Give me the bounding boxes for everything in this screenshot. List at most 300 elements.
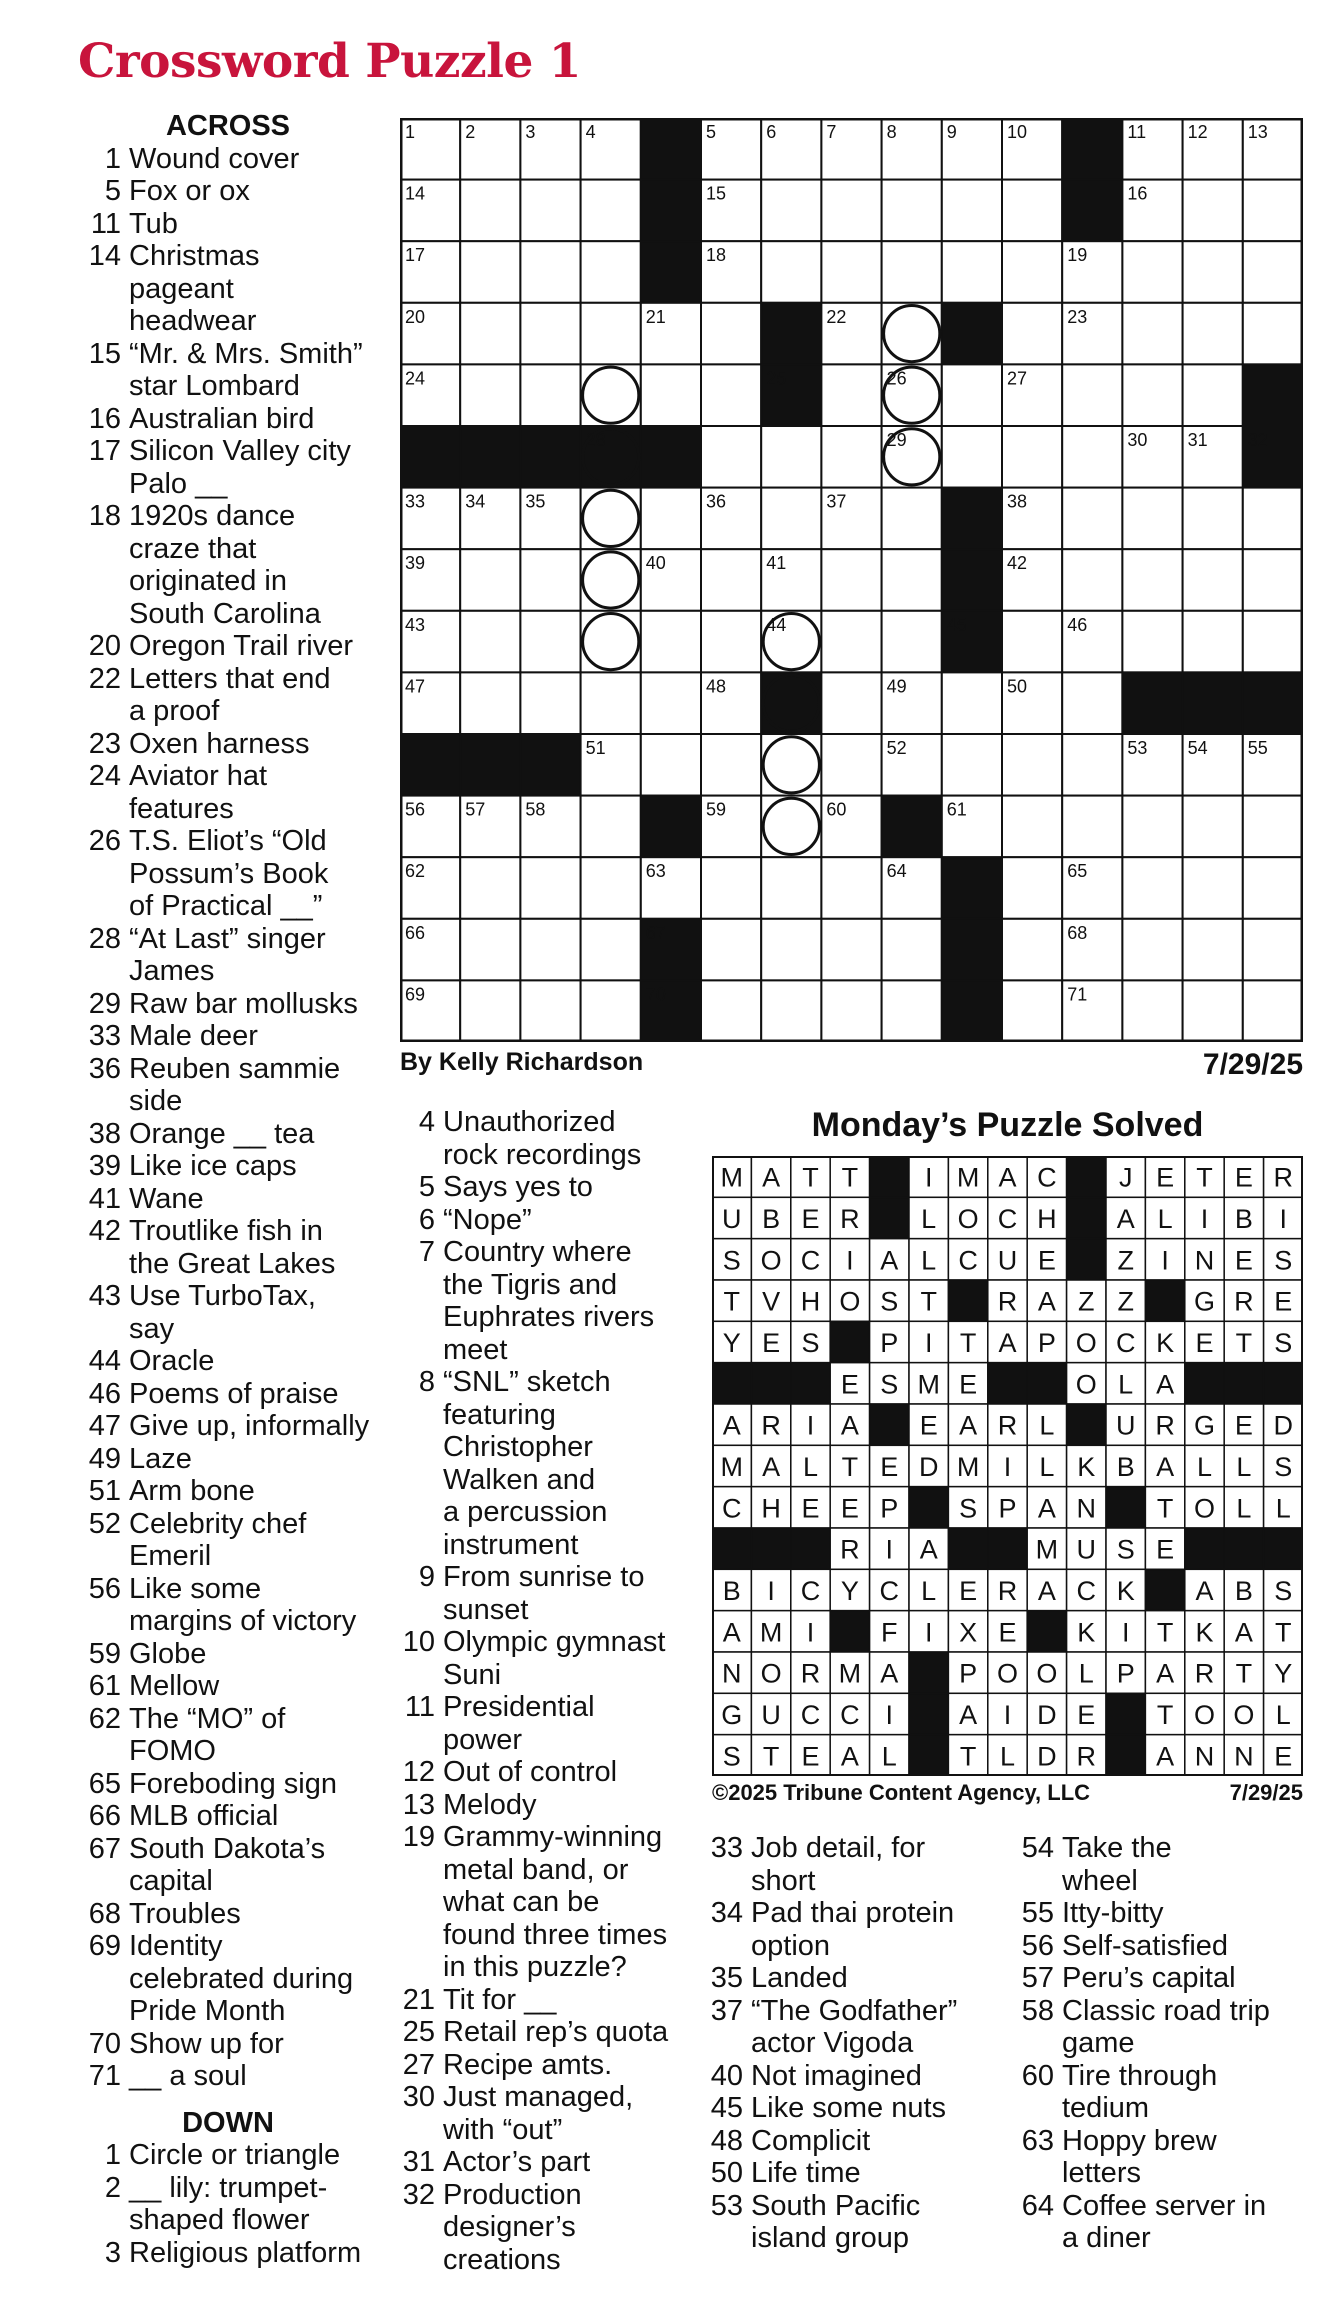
grid-cell[interactable] xyxy=(520,364,580,426)
clue-number: 63 xyxy=(1021,2124,1054,2157)
clue-number: 61 xyxy=(88,1670,121,1702)
clue-text xyxy=(443,1821,667,1984)
solution-letter: B xyxy=(722,1576,741,1606)
grid-cell[interactable] xyxy=(1243,796,1303,858)
clue-number: 28 xyxy=(88,922,121,955)
grid-cell[interactable] xyxy=(1122,241,1182,303)
grid-cell[interactable] xyxy=(761,488,821,550)
cell-number: 8 xyxy=(886,122,897,142)
grid-cell[interactable] xyxy=(460,549,520,611)
grid-cell[interactable] xyxy=(1122,919,1182,981)
cell-number: 44 xyxy=(766,614,787,635)
clue-line: Pad thai protein xyxy=(751,1897,955,1929)
grid-cell[interactable] xyxy=(701,857,761,919)
grid-cell[interactable] xyxy=(942,426,1002,488)
solution-letter: I xyxy=(767,1576,775,1606)
grid-cell[interactable] xyxy=(581,796,641,858)
clue-line: features xyxy=(129,792,234,825)
grid-cell[interactable] xyxy=(761,919,821,981)
clue-line: __ lily: trumpet- xyxy=(129,2171,328,2204)
grid-cell[interactable] xyxy=(821,180,881,242)
grid-cell[interactable] xyxy=(821,364,881,426)
grid-cell[interactable] xyxy=(641,364,701,426)
crossword-grid[interactable] xyxy=(400,118,1303,1042)
clue-line: Celebrity chef xyxy=(129,1507,307,1540)
clue-line: Mellow xyxy=(129,1670,220,1702)
grid-cell[interactable] xyxy=(1122,980,1182,1042)
grid-cell[interactable] xyxy=(821,426,881,488)
solution-letter: D xyxy=(918,1452,939,1482)
grid-cell[interactable] xyxy=(1183,241,1243,303)
black-square xyxy=(400,426,460,488)
clue-item xyxy=(78,208,398,241)
solution-letter: V xyxy=(762,1286,781,1317)
grid-cell[interactable] xyxy=(1243,611,1303,673)
grid-cell[interactable] xyxy=(460,241,520,303)
clue-line: short xyxy=(751,1864,816,1897)
down-clues-col4 xyxy=(1011,1832,1316,2255)
clue-line: Christmas xyxy=(129,240,260,272)
grid-cell[interactable] xyxy=(581,980,641,1042)
clue-item xyxy=(1011,2190,1316,2255)
clue-item xyxy=(78,435,398,500)
clue-item xyxy=(78,630,398,663)
grid-cell[interactable] xyxy=(581,611,641,673)
grid-cell[interactable] xyxy=(1002,426,1062,488)
clue-line: Unauthorized xyxy=(443,1106,616,1138)
solution-letter: E xyxy=(840,1493,859,1524)
grid-cell[interactable] xyxy=(882,241,942,303)
grid-cell[interactable] xyxy=(821,734,881,796)
clue-text xyxy=(129,1150,297,1183)
clue-text xyxy=(1062,1832,1172,1897)
grid-cell[interactable] xyxy=(942,180,1002,242)
grid-cell[interactable] xyxy=(821,549,881,611)
cell-number: 12 xyxy=(1187,122,1208,142)
solution-letter: S xyxy=(880,1286,899,1317)
grid-cell[interactable] xyxy=(1062,488,1122,550)
grid-cell[interactable] xyxy=(1002,980,1062,1042)
solution-letter: I xyxy=(1003,1452,1012,1482)
grid-cell[interactable] xyxy=(1183,796,1243,858)
grid-cell[interactable] xyxy=(1122,549,1182,611)
grid-cell[interactable] xyxy=(641,488,701,550)
clue-line: “Nope” xyxy=(443,1203,532,1236)
clue-number: 62 xyxy=(88,1702,121,1735)
solution-letter: A xyxy=(762,1452,781,1482)
grid-cell[interactable] xyxy=(761,180,821,242)
solution-letter: R xyxy=(1273,1162,1294,1193)
grid-cell[interactable] xyxy=(641,734,701,796)
grid-cell[interactable] xyxy=(1002,180,1062,242)
grid-cell[interactable] xyxy=(581,919,641,981)
solution-letter: L xyxy=(1039,1410,1055,1441)
solution-letter: I xyxy=(885,1700,894,1730)
grid-cell[interactable] xyxy=(1122,611,1182,673)
solution-letter: S xyxy=(1274,1576,1293,1606)
clue-number: 24 xyxy=(88,760,121,792)
solution-letter: R xyxy=(761,1410,781,1441)
solution-letter: E xyxy=(801,1204,820,1234)
clue-line: Walken and xyxy=(443,1463,596,1496)
clue-number: 51 xyxy=(88,1475,121,1507)
grid-cell[interactable] xyxy=(460,857,520,919)
clue-number: 34 xyxy=(710,1897,743,1929)
black-square xyxy=(1243,364,1303,426)
clue-item xyxy=(78,338,398,403)
grid-cell[interactable] xyxy=(1243,303,1303,365)
grid-cell[interactable] xyxy=(1002,857,1062,919)
clue-line: a diner xyxy=(1062,2222,1151,2254)
grid-cell[interactable] xyxy=(821,672,881,734)
grid-cell[interactable] xyxy=(761,241,821,303)
grid-cell[interactable] xyxy=(821,857,881,919)
grid-cell[interactable] xyxy=(761,734,821,796)
clue-line: Tit for __ xyxy=(443,1983,557,2016)
clue-text xyxy=(129,1378,339,1411)
solution-letter: C xyxy=(1037,1162,1057,1193)
grid-cell[interactable] xyxy=(701,980,761,1042)
solution-letter: F xyxy=(881,1617,898,1648)
grid-cell[interactable] xyxy=(1002,241,1062,303)
clue-text xyxy=(129,1930,353,2028)
clue-item xyxy=(78,1183,398,1216)
clue-number: 39 xyxy=(88,1150,121,1182)
clue-line: Silicon Valley city xyxy=(129,435,351,467)
clue-line: Identity xyxy=(129,1930,223,1962)
grid-cell[interactable] xyxy=(1002,919,1062,981)
clue-text xyxy=(129,1118,314,1151)
grid-cell[interactable] xyxy=(942,672,1002,734)
cell-number: 66 xyxy=(405,922,426,943)
clue-number: 19 xyxy=(402,1821,435,1853)
clue-text xyxy=(129,1475,255,1508)
clue-line: the Tigris and xyxy=(443,1268,618,1301)
grid-cell[interactable] xyxy=(520,672,580,734)
byline: By Kelly Richardson xyxy=(400,1048,644,1076)
grid-cell[interactable] xyxy=(882,611,942,673)
clue-text xyxy=(443,1204,532,1237)
clue-line: FOMO xyxy=(129,1735,216,1767)
grid-cell[interactable] xyxy=(1002,796,1062,858)
clue-item xyxy=(78,1800,398,1833)
grid-cell[interactable] xyxy=(581,549,641,611)
solution-black-square xyxy=(870,1197,909,1238)
solution-letter: I xyxy=(924,1328,933,1358)
solution-letter: B xyxy=(1116,1452,1135,1482)
solution-letter: S xyxy=(801,1328,820,1358)
black-square xyxy=(761,303,821,365)
cell-number: 10 xyxy=(1007,122,1028,142)
grid-cell[interactable] xyxy=(460,919,520,981)
grid-cell[interactable] xyxy=(581,857,641,919)
grid-cell[interactable] xyxy=(1183,919,1243,981)
solution-letter: I xyxy=(1279,1204,1288,1234)
solution-letter: A xyxy=(762,1162,781,1193)
grid-cell[interactable] xyxy=(1243,919,1303,981)
grid-cell[interactable] xyxy=(1183,303,1243,365)
clue-item xyxy=(392,1204,712,1237)
clue-text xyxy=(751,1995,957,2060)
grid-cell[interactable] xyxy=(1062,426,1122,488)
solution-letter: D xyxy=(1037,1741,1057,1772)
black-square xyxy=(641,118,701,180)
black-square xyxy=(942,980,1002,1042)
clue-text xyxy=(129,208,178,241)
grid-cell[interactable] xyxy=(460,303,520,365)
grid-cell[interactable] xyxy=(821,980,881,1042)
grid-cell[interactable] xyxy=(882,488,942,550)
grid-cell[interactable] xyxy=(1122,857,1182,919)
grid-cell[interactable] xyxy=(460,672,520,734)
grid-cell[interactable] xyxy=(942,241,1002,303)
grid-cell[interactable] xyxy=(761,980,821,1042)
cell-number: 4 xyxy=(585,122,596,142)
grid-cell[interactable] xyxy=(1243,241,1303,303)
grid-cell[interactable] xyxy=(1243,488,1303,550)
grid-cell[interactable] xyxy=(942,734,1002,796)
grid-cell[interactable] xyxy=(520,980,580,1042)
grid-cell[interactable] xyxy=(1062,672,1122,734)
grid-cell[interactable] xyxy=(520,857,580,919)
clue-item xyxy=(78,1345,398,1378)
grid-cell[interactable] xyxy=(1183,980,1243,1042)
clue-item xyxy=(78,988,398,1021)
grid-cell[interactable] xyxy=(701,426,761,488)
clue-item xyxy=(700,2125,1010,2158)
down-clues-col3 xyxy=(700,1832,1010,2255)
grid-cell[interactable] xyxy=(1062,549,1122,611)
clue-line: sunset xyxy=(443,1593,529,1626)
clue-line: South Dakota’s xyxy=(129,1832,326,1865)
grid-cell[interactable] xyxy=(581,241,641,303)
grid-cell[interactable] xyxy=(581,488,641,550)
solution-letter: T xyxy=(1156,1700,1174,1730)
grid-cell[interactable] xyxy=(1183,180,1243,242)
clue-line: found three times xyxy=(443,1918,668,1951)
grid-cell[interactable] xyxy=(520,180,580,242)
solution-letter: R xyxy=(800,1658,821,1689)
grid-cell[interactable] xyxy=(761,426,821,488)
grid-cell[interactable] xyxy=(942,364,1002,426)
grid-cell[interactable] xyxy=(1122,364,1182,426)
clue-text xyxy=(1062,2190,1266,2255)
clue-item xyxy=(78,143,398,176)
clue-text xyxy=(129,403,314,436)
grid-cell[interactable] xyxy=(701,303,761,365)
grid-cell[interactable] xyxy=(1243,980,1303,1042)
grid-cell[interactable] xyxy=(460,980,520,1042)
clue-item xyxy=(700,2157,1010,2190)
cell-number: 21 xyxy=(645,306,666,327)
page-title: Crossword Puzzle 1 xyxy=(78,34,581,89)
clue-number: 22 xyxy=(88,662,121,695)
clue-line: Not imagined xyxy=(751,2059,922,2092)
clue-number: 59 xyxy=(88,1637,121,1670)
grid-cell[interactable] xyxy=(1183,364,1243,426)
solution-letter: E xyxy=(1274,1286,1293,1317)
black-square xyxy=(1062,118,1122,180)
grid-cell[interactable] xyxy=(761,857,821,919)
clue-item xyxy=(78,1768,398,1801)
solution-letter: I xyxy=(924,1617,933,1648)
solution-letter: N xyxy=(1194,1245,1215,1276)
clue-item xyxy=(700,2190,1010,2255)
cell-number: 70 xyxy=(645,984,666,1005)
clue-item xyxy=(700,1995,1010,2060)
solution-black-square xyxy=(791,1363,830,1404)
solution-letter: K xyxy=(1116,1576,1135,1606)
clue-number: 21 xyxy=(402,1983,435,2016)
grid-cell[interactable] xyxy=(1243,549,1303,611)
cell-number: 28 xyxy=(585,430,606,450)
grid-cell[interactable] xyxy=(581,303,641,365)
clue-number: 5 xyxy=(418,1171,435,1203)
solution-letter: I xyxy=(846,1245,854,1276)
clue-line: pageant xyxy=(129,272,234,305)
cell-number: 34 xyxy=(465,491,486,512)
solution-letter: C xyxy=(800,1700,821,1730)
grid-cell[interactable] xyxy=(641,672,701,734)
grid-cell[interactable] xyxy=(460,611,520,673)
cell-number: 25 xyxy=(766,368,787,389)
clue-number: 40 xyxy=(710,2059,743,2092)
grid-cell[interactable] xyxy=(821,241,881,303)
solution-letter: P xyxy=(1116,1658,1135,1689)
grid-cell[interactable] xyxy=(1122,303,1182,365)
solution-letter: R xyxy=(1076,1741,1097,1772)
clue-line: wheel xyxy=(1062,1864,1138,1897)
solution-black-square xyxy=(1067,1156,1106,1197)
clue-number: 33 xyxy=(88,1020,121,1052)
cell-number: 47 xyxy=(405,676,426,697)
grid-cell[interactable] xyxy=(1062,364,1122,426)
grid-cell[interactable] xyxy=(1183,611,1243,673)
grid-cell[interactable] xyxy=(1243,857,1303,919)
grid-cell[interactable] xyxy=(520,919,580,981)
solution-black-square xyxy=(988,1363,1027,1404)
solution-black-square xyxy=(1067,1197,1106,1238)
grid-cell[interactable] xyxy=(701,549,761,611)
solution-letter: C xyxy=(840,1700,860,1730)
solution-letter: A xyxy=(1037,1286,1056,1317)
black-square xyxy=(942,549,1002,611)
grid-cell[interactable] xyxy=(701,919,761,981)
grid-cell[interactable] xyxy=(1002,303,1062,365)
clue-item xyxy=(78,1573,398,1638)
clue-number: 60 xyxy=(1021,2059,1054,2092)
clue-line: Like some xyxy=(129,1572,262,1605)
clue-line: Tub xyxy=(129,207,178,240)
puzzle-date: 7/29/25 xyxy=(1202,1048,1303,1081)
grid-cell[interactable] xyxy=(520,549,580,611)
grid-cell[interactable] xyxy=(882,980,942,1042)
clue-number: 56 xyxy=(88,1572,121,1605)
clue-line: Pride Month xyxy=(129,1995,286,2027)
grid-cell[interactable] xyxy=(1062,796,1122,858)
solution-letter: L xyxy=(1078,1658,1094,1689)
grid-cell[interactable] xyxy=(581,364,641,426)
clue-item xyxy=(392,1691,712,1756)
clue-line: say xyxy=(129,1312,175,1345)
clue-line: with “out” xyxy=(443,2113,563,2146)
clue-text xyxy=(751,2092,946,2125)
grid-cell[interactable] xyxy=(1062,734,1122,796)
solution-letter: L xyxy=(1196,1452,1213,1482)
solution-letter: H xyxy=(800,1286,821,1317)
solution-letter: S xyxy=(722,1245,741,1276)
clue-item xyxy=(78,1930,398,2028)
clue-line: Suni xyxy=(443,1658,502,1691)
grid-cell[interactable] xyxy=(1122,796,1182,858)
clue-line: Itty-bitty xyxy=(1062,1897,1164,1929)
solution-letter: E xyxy=(801,1493,820,1524)
cell-number: 63 xyxy=(645,861,666,882)
solution-letter: S xyxy=(880,1369,899,1400)
solution-letter: A xyxy=(998,1328,1017,1358)
grid-cell[interactable] xyxy=(1183,857,1243,919)
grid-cell[interactable] xyxy=(641,611,701,673)
grid-cell[interactable] xyxy=(581,672,641,734)
grid-cell[interactable] xyxy=(1002,734,1062,796)
solution-letter: T xyxy=(959,1328,977,1358)
black-square xyxy=(520,426,580,488)
black-square xyxy=(460,426,520,488)
clue-line: option xyxy=(751,1929,831,1962)
grid-cell[interactable] xyxy=(460,180,520,242)
grid-cell[interactable] xyxy=(460,364,520,426)
grid-cell[interactable] xyxy=(821,611,881,673)
grid-cell[interactable] xyxy=(882,303,942,365)
clue-number: 49 xyxy=(88,1442,121,1475)
grid-cell[interactable] xyxy=(581,180,641,242)
solution-letter: B xyxy=(1234,1576,1253,1606)
grid-cell[interactable] xyxy=(1122,488,1182,550)
grid-cell[interactable] xyxy=(882,180,942,242)
grid-cell[interactable] xyxy=(701,611,761,673)
grid-cell[interactable] xyxy=(761,796,821,858)
clue-item xyxy=(78,1378,398,1411)
grid-cell[interactable] xyxy=(701,734,761,796)
clue-line: “The Godfather” xyxy=(751,1994,958,2027)
clue-line: tedium xyxy=(1062,2092,1150,2124)
grid-cell[interactable] xyxy=(701,364,761,426)
grid-cell[interactable] xyxy=(1002,611,1062,673)
solution-letter: L xyxy=(921,1245,937,1276)
clue-item xyxy=(78,760,398,825)
grid-cell[interactable] xyxy=(520,611,580,673)
grid-cell[interactable] xyxy=(821,919,881,981)
grid-cell[interactable] xyxy=(882,549,942,611)
clue-text xyxy=(1062,1930,1228,1963)
clue-text xyxy=(129,1020,258,1053)
clue-item xyxy=(78,2172,398,2237)
clue-number: 47 xyxy=(88,1410,121,1442)
solution-letter: E xyxy=(1234,1410,1253,1441)
solution-letter: T xyxy=(1156,1493,1174,1524)
solution-letter: C xyxy=(1115,1328,1136,1358)
grid-cell[interactable] xyxy=(520,241,580,303)
grid-cell[interactable] xyxy=(520,303,580,365)
grid-cell[interactable] xyxy=(882,919,942,981)
solution-letter: X xyxy=(959,1617,978,1648)
grid-cell[interactable] xyxy=(1243,180,1303,242)
solution-letter: L xyxy=(921,1576,937,1606)
grid-cell[interactable] xyxy=(1183,549,1243,611)
clue-text xyxy=(1062,2060,1217,2125)
clue-item xyxy=(78,403,398,436)
grid-cell[interactable] xyxy=(1183,488,1243,550)
